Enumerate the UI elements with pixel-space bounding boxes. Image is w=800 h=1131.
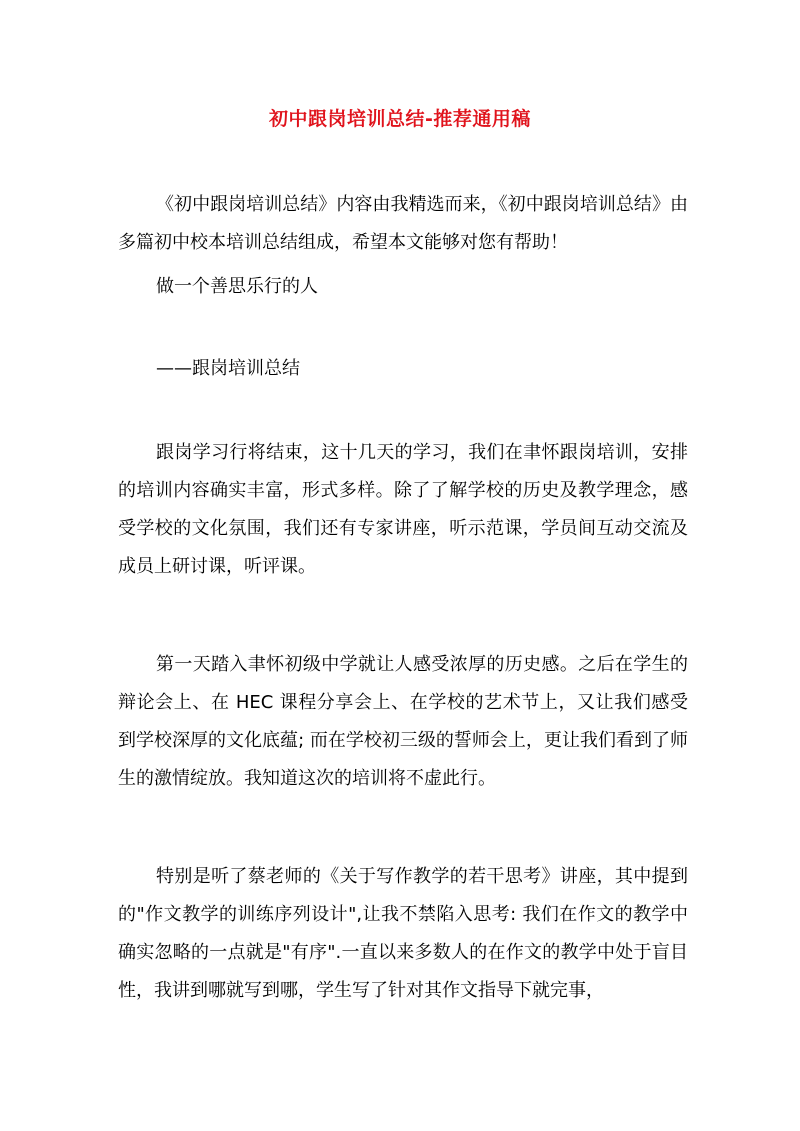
intro-paragraph: 《初中跟岗培训总结》内容由我精选而来，《初中跟岗培训总结》由多篇初中校本培训总结组成，希望本文能够对您有帮助！ xyxy=(118,194,688,253)
document-title: 初中跟岗培训总结-推荐通用稿 xyxy=(269,108,531,130)
essay-byline: ——跟岗培训总结 xyxy=(156,358,300,379)
body-paragraph-1: 跟岗学习行将结束，这十几天的学习，我们在聿怀跟岗培训，安排的培训内容确实丰富，形式多样。除了了解学校的历史及教学理念，感受学校的文化氛围，我们还有专家讲座，听示范课，学员间互动交流及成员上研讨课，听评课。 xyxy=(118,442,688,577)
body-paragraph-3: 特别是听了蔡老师的《关于写作教学的若干思考》讲座，其中提到的"作文教学的训练序列设计",让我不禁陷入思考: 我们在作文的教学中确实忽略的一点就是"有序".一直以来多数人的在作文的教学中处于盲目性，我讲到哪就写到哪，学生写了针对其作文指导下就完事， xyxy=(118,866,688,1001)
body-paragraph-2: 第一天踏入聿怀初级中学就让人感受浓厚的历史感。之后在学生的辩论会上、在 HEC 课程分享会上、在学校的艺术节上，又让我们感受到学校深厚的文化底蕴; 而在学校初三级的誓师会上，更让我们看到了师生的激情绽放。我知道这次的培训将不虚此行。 xyxy=(118,654,688,789)
essay-subtitle: 做一个善思乐行的人 xyxy=(156,276,318,297)
